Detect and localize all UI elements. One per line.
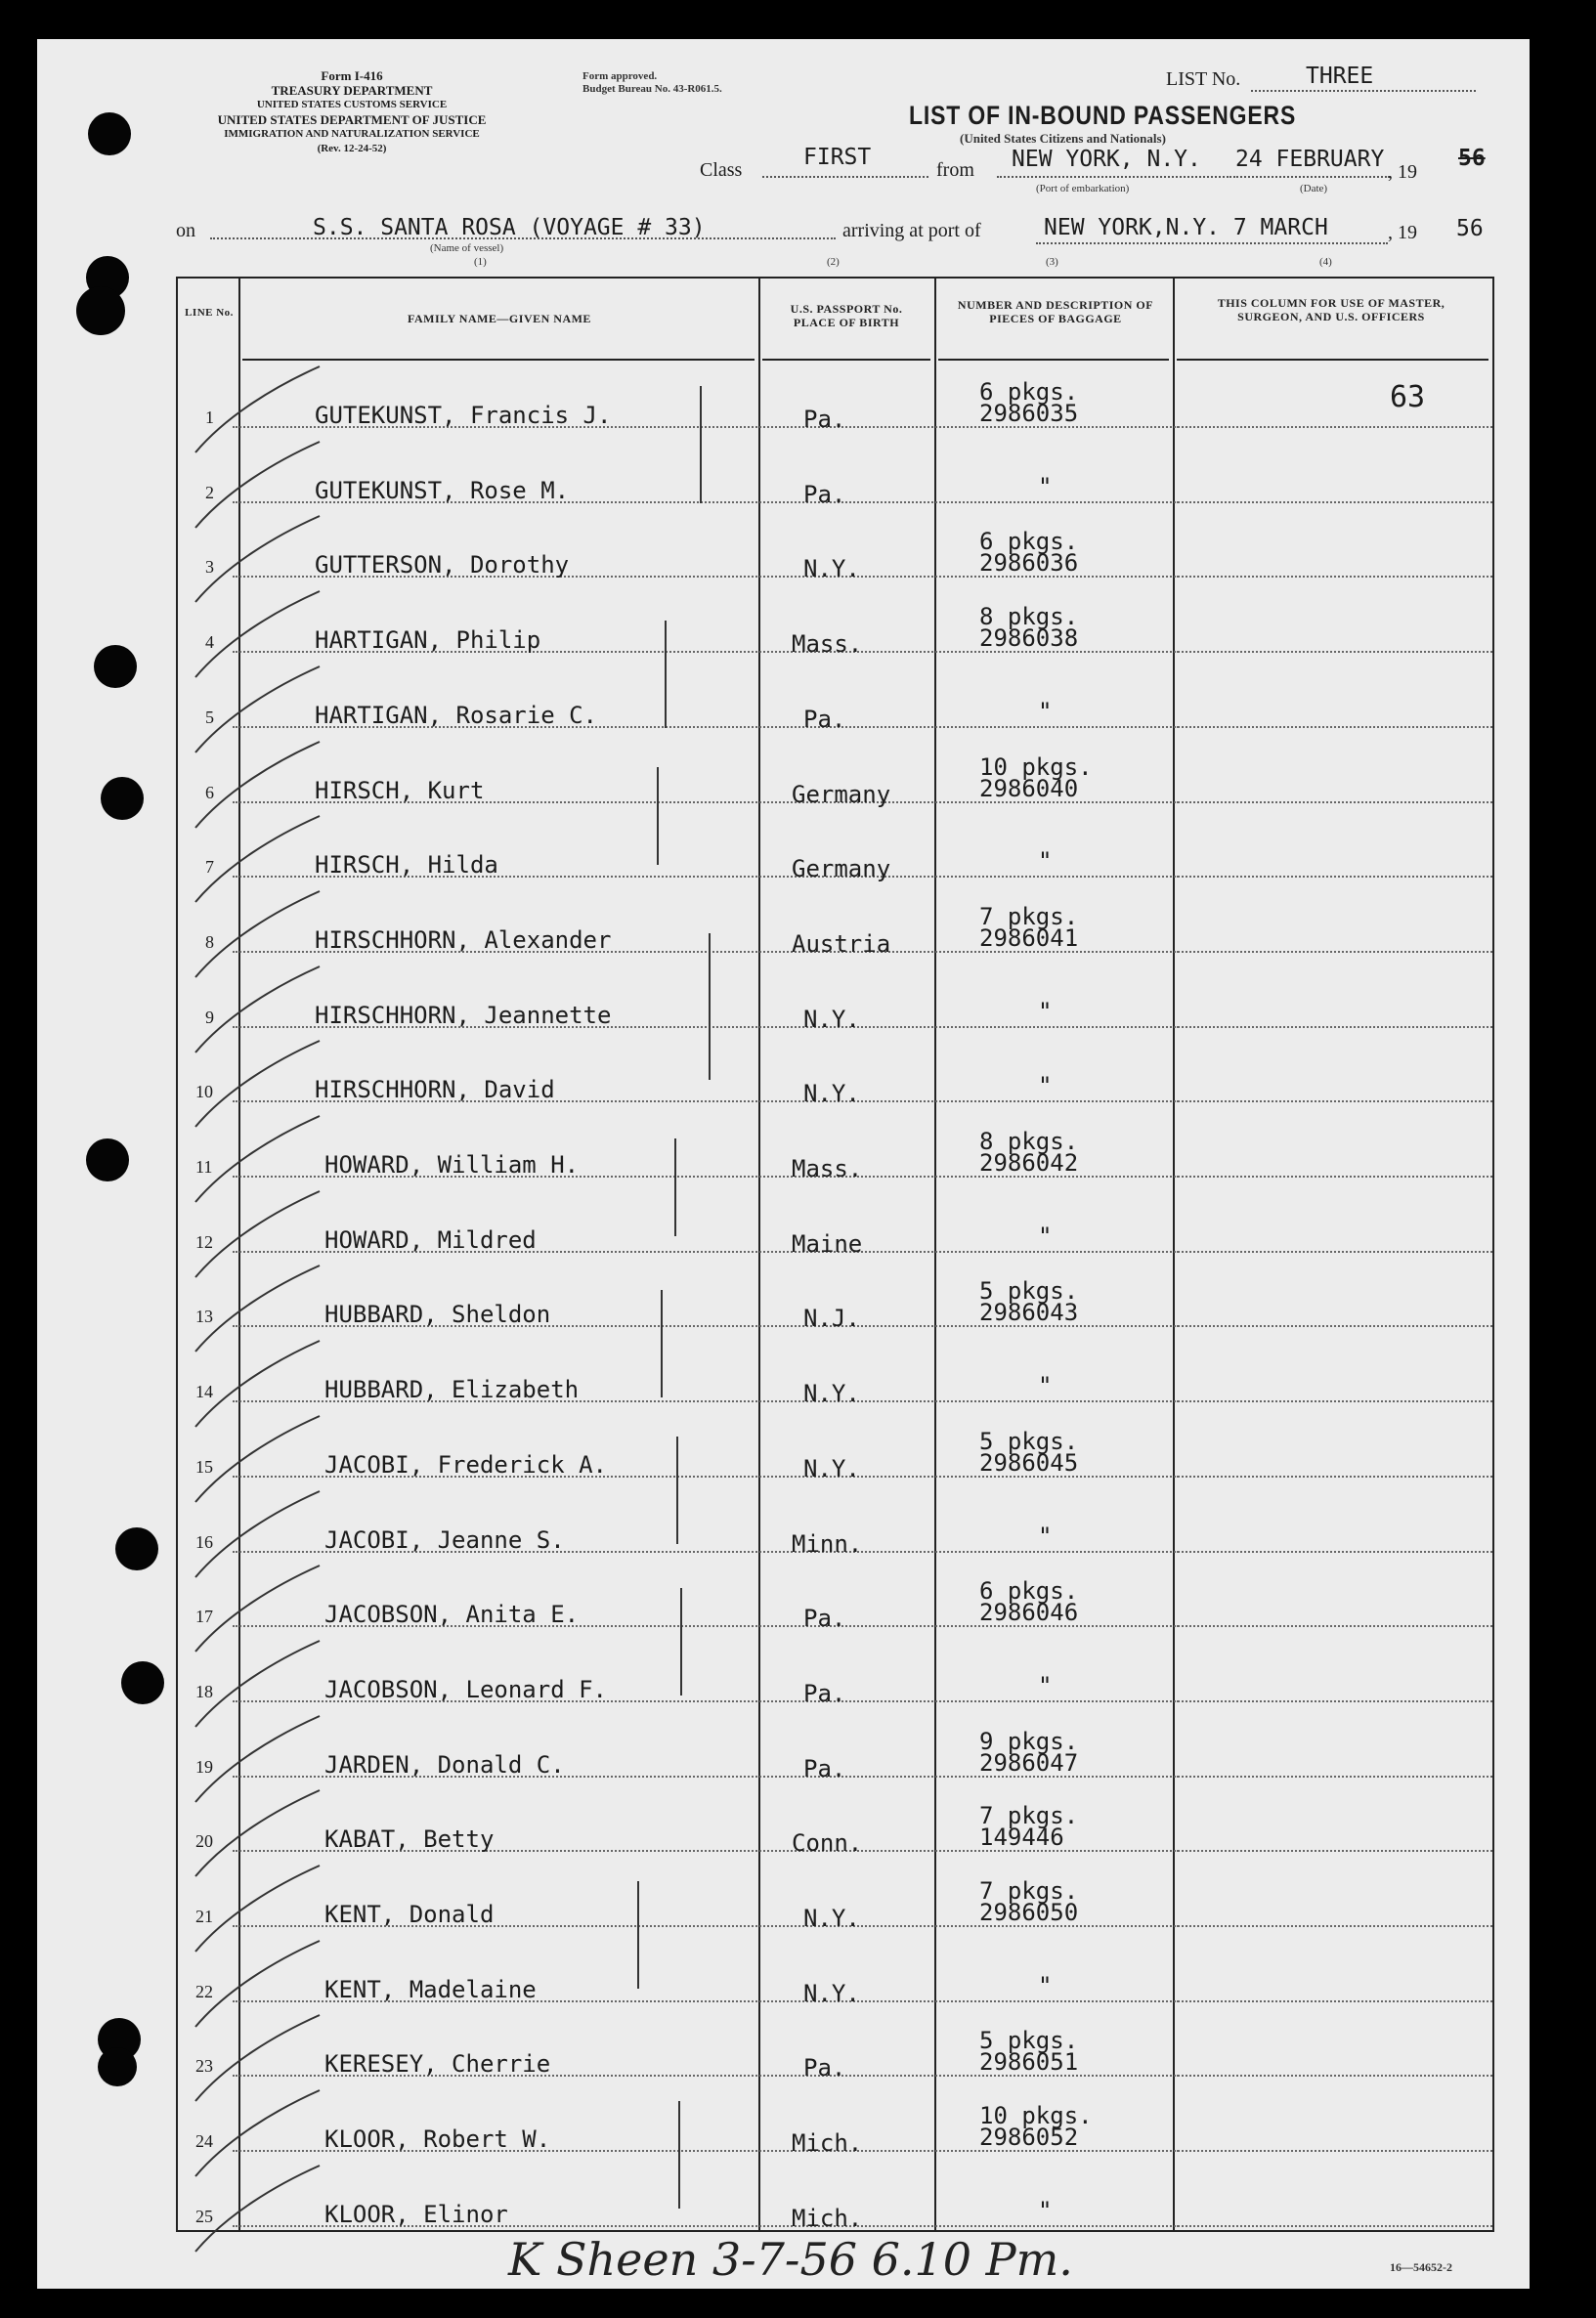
line-number: 24: [195, 2131, 213, 2152]
baggage-number: 2986035: [979, 400, 1079, 427]
line-number: 12: [195, 1231, 213, 1252]
line-number: 2: [205, 482, 214, 502]
passenger-name: KENT, Madelaine: [324, 1975, 537, 2003]
passenger-name: GUTEKUNST, Francis J.: [315, 402, 612, 429]
line-number: 25: [195, 2206, 213, 2226]
place-of-birth: Mich.: [792, 2129, 863, 2158]
baggage-quantity: ": [1038, 997, 1053, 1025]
place-of-birth: Mass.: [792, 630, 863, 659]
baggage-quantity: ": [1038, 2196, 1053, 2224]
passenger-name: JACOBSON, Anita E.: [324, 1601, 580, 1629]
baggage-number: 2986051: [979, 2048, 1079, 2077]
punch-hole: [115, 1527, 158, 1570]
passenger-name: HIRSCHHORN, Alexander: [315, 925, 612, 954]
passenger-name: HIRSCHHORN, Jeannette: [315, 1001, 612, 1029]
port-of-embarkation: NEW YORK, N.Y.: [1012, 147, 1201, 172]
header-passport: U.S. PASSPORT No. PLACE OF BIRTH: [790, 302, 903, 329]
dept-justice: UNITED STATES DEPARTMENT OF JUSTICE: [217, 112, 487, 127]
punch-hole: [98, 2047, 137, 2086]
line-number: 10: [195, 1082, 213, 1102]
baggage-quantity: 7 pkgs.: [979, 902, 1079, 930]
baggage-number: 2986042: [979, 1149, 1079, 1177]
on-label: on: [176, 220, 195, 241]
line-number: 20: [195, 1831, 213, 1852]
punch-hole: [101, 777, 144, 820]
baggage-number: 2986041: [979, 923, 1079, 952]
passenger-name: KERESEY, Cherrie: [324, 2050, 551, 2079]
place-of-birth: Austria: [792, 929, 891, 958]
footer-code: 16—54652-2: [1390, 2260, 1452, 2274]
line-number: 4: [205, 632, 214, 653]
baggage-quantity: ": [1038, 847, 1053, 876]
passenger-name: HIRSCH, Kurt: [315, 776, 485, 804]
ins-service: IMMIGRATION AND NATURALIZATION SERVICE: [224, 128, 480, 140]
passenger-name: HUBBARD, Sheldon: [324, 1301, 551, 1329]
table-row: [178, 442, 1492, 517]
passenger-name: HUBBARD, Elizabeth: [324, 1376, 580, 1404]
table-row: [178, 1341, 1492, 1416]
line-number: 16: [195, 1531, 213, 1552]
place-of-birth: N.Y.: [803, 1080, 860, 1108]
header-line-no: LINE No.: [185, 307, 234, 319]
place-of-birth: Conn.: [792, 1829, 863, 1858]
passenger-name: JARDEN, Donald C.: [324, 1750, 565, 1779]
passenger-name: KLOOR, Robert W.: [324, 2125, 551, 2154]
place-of-birth: Pa.: [803, 1679, 846, 1707]
baggage-quantity: ": [1038, 472, 1053, 500]
baggage-quantity: ": [1038, 1222, 1053, 1250]
punch-hole: [88, 112, 131, 155]
form-approved: Form approved.: [582, 70, 658, 82]
place-of-birth: Germany: [792, 855, 891, 883]
passenger-name: HIRSCH, Hilda: [315, 851, 498, 880]
table-row: [178, 666, 1492, 742]
table-row: [178, 591, 1492, 666]
date-caption: (Date): [1300, 183, 1328, 194]
baggage-quantity: 7 pkgs.: [979, 1802, 1079, 1830]
line-number: 15: [195, 1456, 213, 1477]
punch-hole: [94, 645, 137, 688]
passenger-name: HIRSCHHORN, David: [315, 1076, 555, 1104]
place-of-birth: N.Y.: [803, 1005, 860, 1033]
baggage-number: 2986040: [979, 774, 1079, 802]
from-label: from: [936, 159, 974, 181]
col-num-3: (3): [1046, 256, 1058, 268]
line-number: 13: [195, 1307, 213, 1327]
baggage-quantity: 5 pkgs.: [979, 1427, 1079, 1455]
table-row: [178, 2090, 1492, 2166]
place-of-birth: Pa.: [803, 480, 846, 508]
punch-hole: [76, 286, 125, 335]
line-number: 18: [195, 1681, 213, 1701]
passenger-name: JACOBI, Frederick A.: [324, 1450, 607, 1479]
line-number: 23: [195, 2056, 213, 2077]
place-of-birth: N.Y.: [803, 1380, 860, 1408]
place-of-birth: N.Y.: [803, 1905, 860, 1932]
bracket-mark: [665, 621, 667, 728]
table-row: [178, 2015, 1492, 2090]
place-of-birth: Pa.: [803, 2054, 846, 2082]
baggage-quantity: 7 pkgs.: [979, 1877, 1079, 1905]
passenger-name: GUTEKUNST, Rose M.: [315, 476, 570, 504]
table-row: [178, 816, 1492, 891]
bracket-mark: [674, 1138, 676, 1236]
bracket-mark: [709, 933, 711, 1080]
place-of-birth: N.J.: [803, 1305, 860, 1333]
baggage-quantity: ": [1038, 1971, 1053, 1999]
place-of-birth: N.Y.: [803, 555, 860, 583]
bracket-mark: [661, 1290, 663, 1397]
revision: (Rev. 12-24-52): [317, 143, 387, 154]
baggage-quantity: 6 pkgs.: [979, 378, 1079, 406]
line-number: 14: [195, 1382, 213, 1402]
baggage-number: 2986045: [979, 1448, 1079, 1477]
baggage-quantity: ": [1038, 1522, 1053, 1550]
punch-hole: [121, 1661, 164, 1704]
baggage-quantity: ": [1038, 697, 1053, 725]
baggage-number: 149446: [979, 1824, 1064, 1852]
table-row: [178, 1941, 1492, 2016]
bracket-mark: [676, 1437, 678, 1544]
line-number: 3: [205, 557, 214, 578]
officer-note: 63: [1390, 380, 1426, 414]
baggage-number: 2986050: [979, 1899, 1079, 1926]
col-num-1: (1): [474, 256, 487, 268]
line-number: 19: [195, 1756, 213, 1777]
table-row: [178, 1491, 1492, 1567]
place-of-birth: Mass.: [792, 1155, 863, 1182]
bracket-mark: [700, 386, 702, 503]
table-row: [178, 1191, 1492, 1266]
date-value: 24 FEBRUARY: [1235, 147, 1385, 172]
baggage-number: 2986046: [979, 1599, 1079, 1627]
line-number: 17: [195, 1607, 213, 1627]
place-of-birth: Pa.: [803, 1754, 846, 1782]
baggage-quantity: 10 pkgs.: [979, 2102, 1093, 2130]
line-number: 11: [195, 1157, 213, 1177]
bracket-mark: [678, 2101, 680, 2209]
line-number: 6: [205, 782, 214, 802]
passenger-name: KLOOR, Elinor: [324, 2200, 508, 2228]
place-of-birth: Pa.: [803, 406, 846, 433]
table-row: [178, 1041, 1492, 1116]
baggage-number: 2986047: [979, 1748, 1079, 1777]
passenger-name: GUTTERSON, Dorothy: [315, 551, 570, 580]
line-number: 8: [205, 931, 214, 952]
line-number: 22: [195, 1981, 213, 2001]
passenger-table: [176, 277, 1494, 2232]
place-of-birth: Maine: [792, 1229, 863, 1258]
baggage-quantity: 5 pkgs.: [979, 2027, 1079, 2055]
baggage-quantity: 6 pkgs.: [979, 1577, 1079, 1606]
arrival-port-date: NEW YORK,N.Y. 7 MARCH: [1044, 215, 1328, 240]
table-row: [178, 1416, 1492, 1491]
header-officers: THIS COLUMN FOR USE OF MASTER, SURGEON, AND U.S. OFFICERS: [1217, 296, 1445, 323]
passenger-name: HOWARD, William H.: [324, 1151, 580, 1179]
table-row: [178, 366, 1492, 442]
class-value: FIRST: [803, 145, 872, 170]
vessel-caption: (Name of vessel): [430, 242, 504, 254]
place-of-birth: Minn.: [792, 1529, 863, 1558]
year2-value: 56: [1456, 216, 1484, 241]
passenger-name: KENT, Donald: [324, 1901, 495, 1928]
line-number: 1: [205, 408, 214, 427]
baggage-quantity: ": [1038, 1372, 1053, 1400]
list-no-value: THREE: [1306, 64, 1374, 89]
table-row: [178, 1866, 1492, 1941]
passenger-name: HARTIGAN, Philip: [315, 626, 541, 655]
table-row: [178, 1641, 1492, 1716]
year-prefix: , 19: [1388, 161, 1417, 183]
line-number: 21: [195, 1907, 213, 1926]
baggage-quantity: 6 pkgs.: [979, 528, 1079, 556]
place-of-birth: N.Y.: [803, 1979, 860, 2007]
baggage-number: 2986036: [979, 549, 1079, 578]
table-row: [178, 2166, 1492, 2241]
place-of-birth: Germany: [792, 780, 891, 808]
passenger-name: JACOBSON, Leonard F.: [324, 1675, 607, 1703]
baggage-quantity: 8 pkgs.: [979, 1128, 1079, 1155]
passenger-name: JACOBI, Jeanne S.: [324, 1525, 565, 1554]
line-number: 9: [205, 1007, 214, 1027]
place-of-birth: N.Y.: [803, 1454, 860, 1482]
bracket-mark: [637, 1881, 639, 1989]
baggage-number: 2986038: [979, 624, 1079, 653]
table-row: [178, 1116, 1492, 1191]
form-authority-block: [166, 68, 538, 156]
passenger-name: KABAT, Betty: [324, 1825, 495, 1854]
year-value: 56: [1458, 146, 1486, 171]
table-row: [178, 891, 1492, 966]
col-num-2: (2): [827, 256, 840, 268]
baggage-number: 2986043: [979, 1299, 1079, 1327]
baggage-quantity: 10 pkgs.: [979, 752, 1093, 781]
table-row: [178, 1716, 1492, 1791]
dept-treasury: TREASURY DEPARTMENT: [271, 83, 433, 98]
place-of-birth: Pa.: [803, 705, 846, 733]
baggage-quantity: ": [1038, 1671, 1053, 1699]
table-row: [178, 1790, 1492, 1866]
line-number: 7: [205, 857, 214, 878]
header-name: FAMILY NAME—GIVEN NAME: [408, 312, 591, 325]
bracket-mark: [657, 767, 659, 865]
form-number: Form I-416: [321, 68, 383, 83]
handwritten-signature: K Sheen 3-7-56 6.10 Pm.: [508, 2233, 1073, 2286]
class-label: Class: [700, 159, 743, 181]
table-row: [178, 742, 1492, 817]
table-row: [178, 966, 1492, 1042]
baggage-quantity: ": [1038, 1072, 1053, 1100]
passenger-name: HARTIGAN, Rosarie C.: [315, 701, 597, 729]
col-num-4: (4): [1319, 256, 1332, 268]
baggage-quantity: 8 pkgs.: [979, 603, 1079, 631]
header-baggage: NUMBER AND DESCRIPTION OF PIECES OF BAGGAGE: [957, 298, 1154, 325]
bracket-mark: [680, 1588, 682, 1696]
port-caption: (Port of embarkation): [1036, 183, 1130, 194]
customs-service: UNITED STATES CUSTOMS SERVICE: [256, 99, 448, 110]
year2-prefix: , 19: [1388, 222, 1417, 243]
page-title: LIST OF IN-BOUND PASSENGERS: [909, 101, 1297, 130]
punch-hole: [86, 1138, 129, 1181]
table-row: [178, 516, 1492, 591]
passenger-name: HOWARD, Mildred: [324, 1225, 537, 1254]
baggage-quantity: 5 pkgs.: [979, 1277, 1079, 1306]
budget-bureau: Budget Bureau No. 43-R061.5.: [582, 83, 722, 95]
table-row: [178, 1566, 1492, 1641]
line-number: 5: [205, 707, 214, 727]
baggage-quantity: 9 pkgs.: [979, 1727, 1079, 1755]
place-of-birth: Mich.: [792, 2204, 863, 2232]
arriving-label: arriving at port of: [842, 220, 981, 241]
table-row: [178, 1266, 1492, 1341]
place-of-birth: Pa.: [803, 1605, 846, 1633]
page-subtitle: (United States Citizens and Nationals): [960, 131, 1166, 146]
vessel-name: S.S. SANTA ROSA (VOYAGE # 33): [313, 215, 706, 240]
list-no-label: LIST No.: [1166, 68, 1241, 90]
baggage-number: 2986052: [979, 2124, 1079, 2152]
